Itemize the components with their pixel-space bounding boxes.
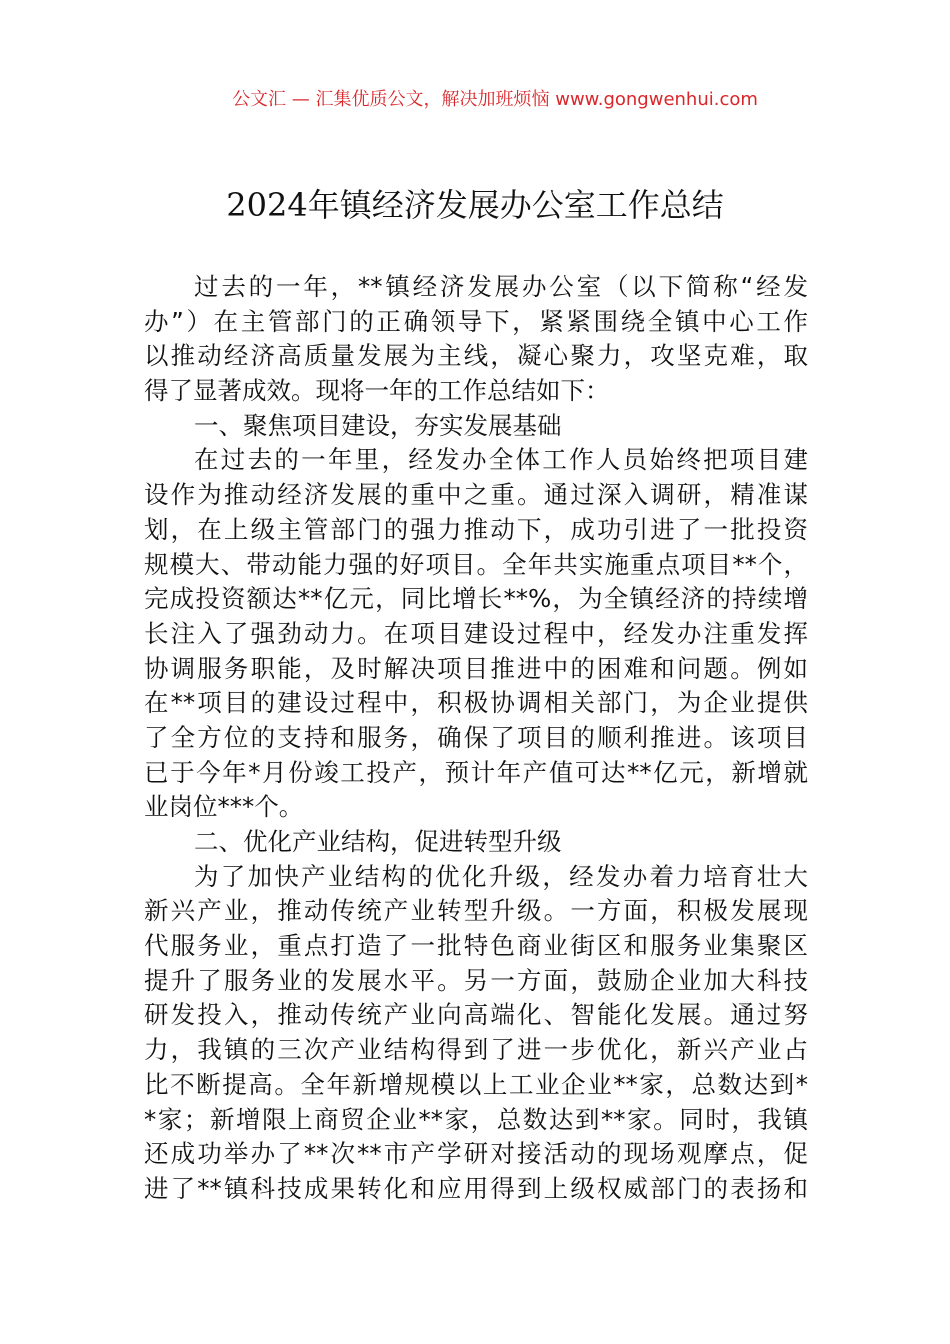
text-line: 进了**镇科技成果转化和应用得到上级权威部门的表扬和 xyxy=(144,1173,808,1203)
text-line: 设作为推动经济发展的重中之重。通过深入调研，精准谋 xyxy=(144,480,808,510)
text-line: 一、聚焦项目建设，夯实发展基础 xyxy=(194,410,562,440)
text-line: 代服务业，重点打造了一批特色商业街区和服务业集聚区 xyxy=(144,931,808,961)
text-line: 力，我镇的三次产业结构得到了进一步优化，新兴产业占 xyxy=(144,1035,808,1065)
text-line: 提升了服务业的发展水平。另一方面，鼓励企业加大科技 xyxy=(144,965,808,995)
text-line: 完成投资额达**亿元，同比增长**%，为全镇经济的持续增 xyxy=(144,584,808,614)
text-line: 了全方位的支持和服务，确保了项目的顺利推进。该项目 xyxy=(144,722,808,752)
text-line: 已于今年*月份竣工投产，预计年产值可达**亿元，新增就 xyxy=(144,757,808,787)
text-line: 二、优化产业结构，促进转型升级 xyxy=(194,827,562,856)
text-line: 办”）在主管部门的正确领导下，紧紧围绕全镇中心工作 xyxy=(144,306,808,336)
text-line: 协调服务职能，及时解决项目推进中的困难和问题。例如 xyxy=(144,653,808,683)
text-line: 在过去的一年里，经发办全体工作人员始终把项目建 xyxy=(194,445,808,475)
section-heading xyxy=(144,825,808,860)
text-line: 为了加快产业结构的优化升级，经发办着力培育壮大 xyxy=(194,861,808,891)
paragraph xyxy=(144,443,808,825)
text-line: 划，在上级主管部门的强力推动下，成功引进了一批投资 xyxy=(144,514,808,544)
section-heading xyxy=(144,409,808,444)
text-line: 得了显著成效。现将一年的工作总结如下： xyxy=(144,376,610,406)
document-body xyxy=(144,270,808,1207)
paragraph xyxy=(144,860,808,1207)
document-title: 2024年镇经济发展办公室工作总结 xyxy=(226,186,724,224)
text-line: 业岗位***个。 xyxy=(144,792,304,822)
text-line: *家；新增限上商贸企业**家，总数达到**家。同时，我镇 xyxy=(144,1104,808,1134)
watermark-header: 公文汇 — 汇集优质公文，解决加班烦恼 www.gongwenhui.com xyxy=(232,89,758,110)
paragraph xyxy=(144,270,808,409)
text-line: 过去的一年，**镇经济发展办公室（以下简称“经发 xyxy=(194,272,808,301)
text-line: 在**项目的建设过程中，积极协调相关部门，为企业提供 xyxy=(144,688,808,718)
text-line: 新兴产业，推动传统产业转型升级。一方面，积极发展现 xyxy=(144,896,808,926)
text-line: 以推动经济高质量发展为主线，凝心聚力，攻坚克难，取 xyxy=(144,341,808,371)
text-line: 长注入了强劲动力。在项目建设过程中，经发办注重发挥 xyxy=(144,618,808,648)
text-line: 研发投入，推动传统产业向高端化、智能化发展。通过努 xyxy=(144,1000,808,1030)
text-line: 比不断提高。全年新增规模以上工业企业**家，总数达到* xyxy=(144,1069,808,1099)
text-line: 还成功举办了**次**市产学研对接活动的现场观摩点，促 xyxy=(144,1139,808,1169)
text-line: 规模大、带动能力强的好项目。全年共实施重点项目**个， xyxy=(144,549,808,579)
